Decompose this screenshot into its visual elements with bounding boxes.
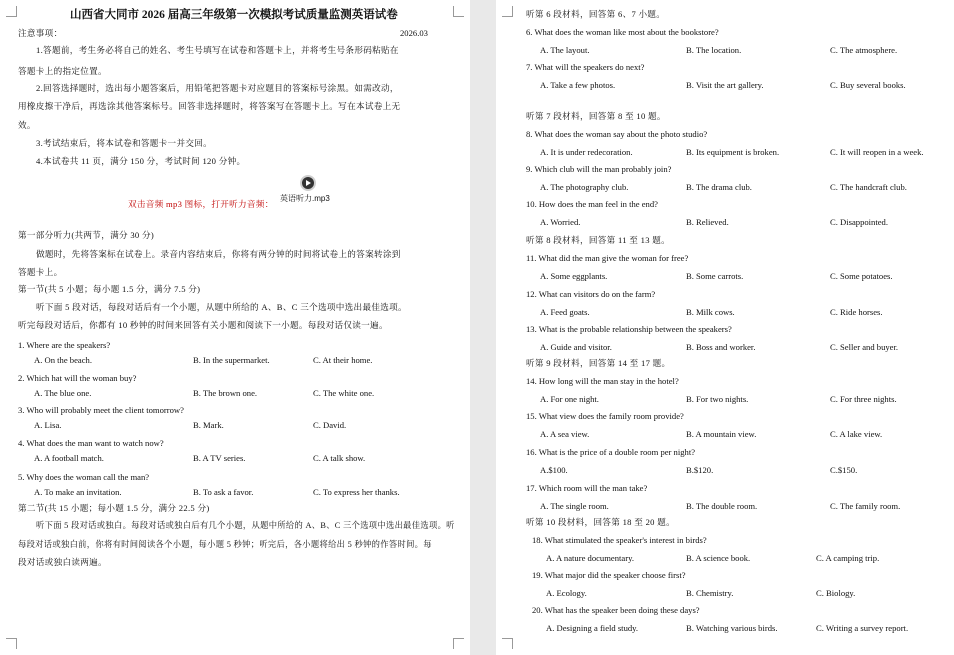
option-b: B. The brown one. (193, 388, 258, 398)
option-c: C. To express her thanks. (313, 487, 400, 497)
audio-hint: 双击音频 mp3 图标，打开听力音频： (128, 199, 274, 209)
listening-group-header: 听第 9 段材料，回答第 14 至 17 题。 (526, 358, 671, 368)
option-c: C. Disappointed. (830, 217, 889, 227)
option-b: B. For two nights. (686, 394, 749, 404)
notice-line: 4.本试卷共 11 页，满分 150 分，考试时间 120 分钟。 (36, 156, 246, 166)
notice-line: 答题卡上的指定位置。 (18, 66, 107, 76)
part1-heading: 第一部分听力(共两节，满分 30 分) (18, 230, 155, 240)
option-b: B. Relieved. (686, 217, 729, 227)
option-a: A. Take a few photos. (540, 80, 616, 90)
option-a: A. On the beach. (34, 355, 92, 365)
question-stem: 13. What is the probable relationship between the speakers? (526, 324, 732, 334)
option-c: C. Buy several books. (830, 80, 906, 90)
section2-desc-line: 每段对话或独白前，你将有时间阅读各个小题，每小题 5 秒钟；听完后，各小题将给出 5 秒钟的作答时间。每 (18, 540, 432, 549)
option-c: C. Seller and buyer. (830, 342, 899, 352)
option-b: B. The double room. (686, 501, 758, 511)
question-stem: 17. Which room will the man take? (526, 483, 648, 493)
option-b: B. The drama club. (686, 182, 752, 192)
option-c: C. A camping trip. (816, 553, 880, 563)
option-b: B. A science book. (686, 553, 751, 563)
listening-group-header: 听第 6 段材料，回答第 6、7 小题。 (526, 9, 666, 19)
section2-desc-line: 段对话或独白读两遍。 (18, 557, 107, 567)
notice-line: 1.答题前，考生务必将自己的姓名、考生号填写在试卷和答题卡上，并将考生号条形码粘贴在 (36, 45, 399, 55)
document-page-left (0, 0, 470, 655)
option-c: C. The handcraft club. (830, 182, 907, 192)
question-stem: 14. How long will the man stay in the hotel? (526, 376, 679, 386)
question-stem: 4. What does the man want to watch now? (18, 438, 164, 448)
option-c: C.$150. (830, 465, 858, 475)
option-a: A. Guide and visitor. (540, 342, 612, 352)
option-a: A. A nature documentary. (546, 553, 634, 563)
option-a: A. To make an invitation. (34, 487, 122, 497)
listening-group-header: 听第 7 段材料，回答第 8 至 10 题。 (526, 111, 666, 121)
option-a: A. A sea view. (540, 429, 590, 439)
option-c: C. Writing a survey report. (816, 623, 909, 633)
page-corner-mark (453, 6, 464, 17)
option-c: C. David. (313, 420, 347, 430)
question-stem: 6. What does the woman like most about the bookstore? (526, 27, 719, 37)
option-a: A. The layout. (540, 45, 590, 55)
option-a: A. The photography club. (540, 182, 629, 192)
question-stem: 19. What major did the speaker choose first? (532, 570, 686, 580)
option-b: B.$120. (686, 465, 714, 475)
option-b: B. Milk cows. (686, 307, 735, 317)
notice-line: 效。 (18, 120, 36, 130)
option-b: B. Chemistry. (686, 588, 734, 598)
listening-group-header: 听第 8 段材料，回答第 11 至 13 题。 (526, 235, 671, 245)
option-c: C. At their home. (313, 355, 373, 365)
question-stem: 15. What view does the family room provide? (526, 411, 684, 421)
section1-heading: 第一节(共 5 小题；每小题 1.5 分，满分 7.5 分) (18, 284, 201, 294)
listening-group-header: 听第 10 段材料，回答第 18 至 20 题。 (526, 517, 675, 527)
question-stem: 16. What is the price of a double room per night? (526, 447, 696, 457)
option-a: A. The single room. (540, 501, 609, 511)
page-corner-mark (502, 6, 513, 17)
option-c: C. It will reopen in a week. (830, 147, 924, 157)
option-c: C. Some potatoes. (830, 271, 893, 281)
exam-date: 2026.03 (400, 28, 428, 38)
option-b: B. In the supermarket. (193, 355, 270, 365)
notice-line: 2.回答选择题时，选出每小题答案后，用铅笔把答题卡对应题目的答案标号涂黑。如需改动， (36, 83, 399, 93)
option-c: C. Biology. (816, 588, 856, 598)
option-b: B. Watching various birds. (686, 623, 778, 633)
option-c: C. The atmosphere. (830, 45, 898, 55)
question-stem: 3. Who will probably meet the client tomorrow? (18, 405, 184, 415)
option-a: A. A football match. (34, 453, 104, 463)
page-gap (470, 0, 496, 655)
option-b: B. Some carrots. (686, 271, 744, 281)
question-stem: 20. What has the speaker been doing these days? (532, 605, 700, 615)
option-a: A. Lisa. (34, 420, 62, 430)
part1-desc-line: 答题卡上。 (18, 267, 63, 277)
exam-title: 山西省大同市 2026 届高三年级第一次模拟考试质量监测英语试卷 (70, 9, 398, 21)
page-corner-mark (6, 638, 17, 649)
document-page-right (496, 0, 954, 655)
option-b: B. A mountain view. (686, 429, 757, 439)
question-stem: 18. What stimulated the speaker's interest in birds? (532, 535, 707, 545)
option-c: C. The white one. (313, 388, 375, 398)
part1-desc-line: 做题时，先将答案标在试卷上。录音内容结束后，你将有两分钟的时间将试卷上的答案转涂到 (36, 249, 401, 259)
option-a: A. Feed goats. (540, 307, 590, 317)
play-audio-icon[interactable] (300, 175, 316, 191)
option-a: A. Ecology. (546, 588, 587, 598)
question-stem: 7. What will the speakers do next? (526, 62, 645, 72)
section1-desc-line: 听完每段对话后，你都有 10 秒钟的时间来回答有关小题和阅读下一小题。每段对话仅读一遍。 (18, 320, 388, 330)
question-stem: 9. Which club will the man probably join? (526, 164, 672, 174)
section1-desc-line: 听下面 5 段对话，每段对话后有一个小题，从题中所给的 A、B、C 三个选项中选出最佳选项。 (36, 302, 407, 312)
option-b: B. Visit the art gallery. (686, 80, 764, 90)
question-stem: 2. Which hat will the woman buy? (18, 373, 137, 383)
notice-line: 3.考试结束后，将本试卷和答题卡一并交回。 (36, 138, 213, 148)
option-c: C. For three nights. (830, 394, 897, 404)
option-c: C. A lake view. (830, 429, 883, 439)
question-stem: 1. Where are the speakers? (18, 340, 111, 350)
option-a: A. Some eggplants. (540, 271, 608, 281)
option-b: B. A TV series. (193, 453, 246, 463)
notice-line: 用橡皮擦干净后，再选涂其他答案标号。回答非选择题时，将答案写在答题卡上。写在本试卷上无 (18, 101, 401, 111)
option-b: B. Boss and worker. (686, 342, 756, 352)
question-stem: 10. How does the man feel in the end? (526, 199, 658, 209)
option-b: B. Its equipment is broken. (686, 147, 780, 157)
option-a: A. It is under redecoration. (540, 147, 633, 157)
option-b: B. To ask a favor. (193, 487, 254, 497)
question-stem: 11. What did the man give the woman for free? (526, 253, 689, 263)
option-c: C. A talk show. (313, 453, 366, 463)
option-a: A.$100. (540, 465, 568, 475)
page-corner-mark (502, 638, 513, 649)
option-a: A. For one night. (540, 394, 599, 404)
question-stem: 5. Why does the woman call the man? (18, 472, 150, 482)
option-b: B. The location. (686, 45, 742, 55)
option-c: C. The family room. (830, 501, 901, 511)
option-a: A. Designing a field study. (546, 623, 639, 633)
option-a: A. The blue one. (34, 388, 92, 398)
option-b: B. Mark. (193, 420, 224, 430)
option-a: A. Worried. (540, 217, 581, 227)
question-stem: 8. What does the woman say about the photo studio? (526, 129, 708, 139)
audio-file-label[interactable]: 英语听力.mp3 (280, 194, 330, 203)
section2-heading: 第二节(共 15 小题；每小题 1.5 分，满分 22.5 分) (18, 503, 210, 513)
option-c: C. Ride horses. (830, 307, 883, 317)
notice-label: 注意事项： (18, 28, 63, 38)
page-corner-mark (453, 638, 464, 649)
page-corner-mark (6, 6, 17, 17)
question-stem: 12. What can visitors do on the farm? (526, 289, 656, 299)
section2-desc-line: 听下面 5 段对话或独白。每段对话或独白后有几个小题，从题中所给的 A、B、C 三个选项中选出最佳选项。听 (36, 521, 455, 530)
